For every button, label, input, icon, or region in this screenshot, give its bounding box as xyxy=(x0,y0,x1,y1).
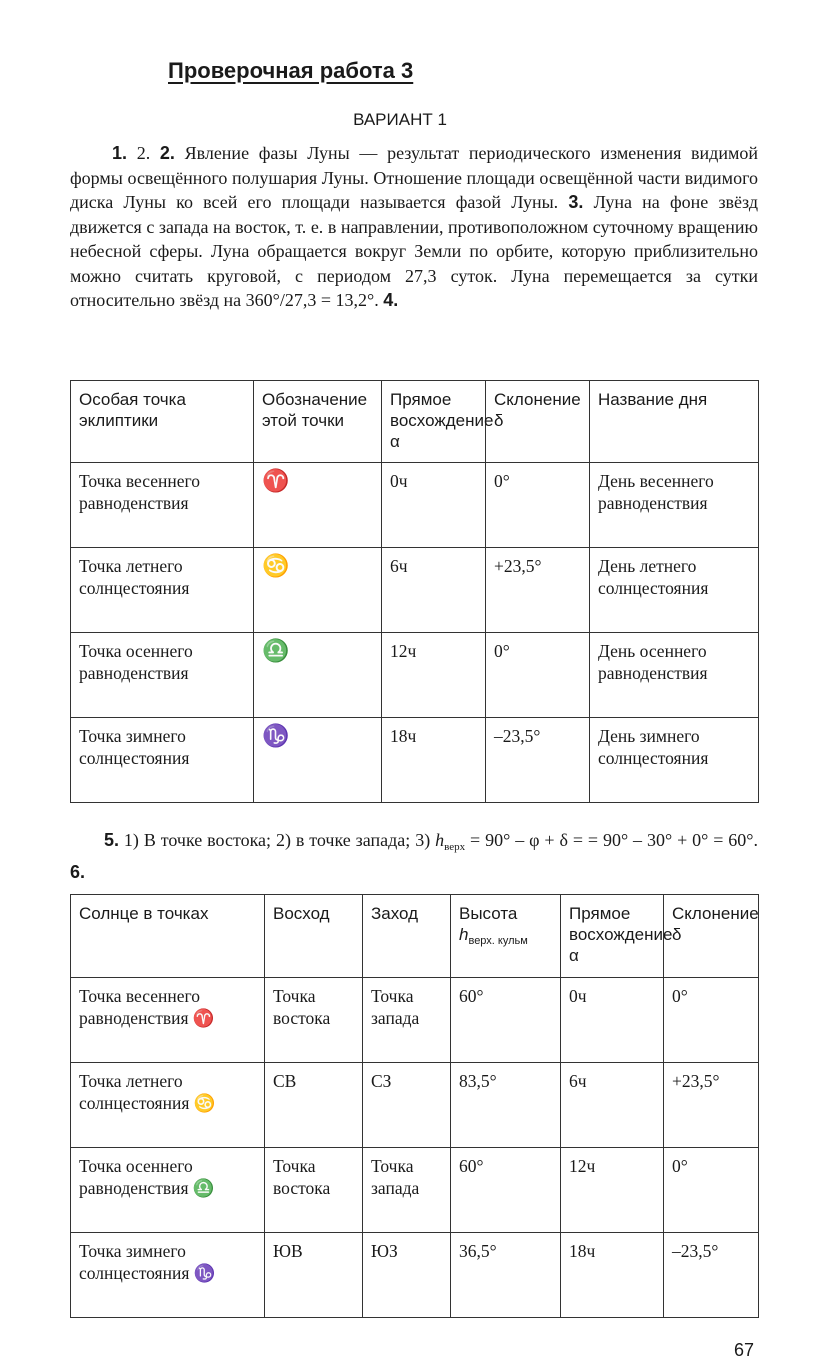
table-cell: 60° xyxy=(451,978,561,1063)
ecliptic-points-table xyxy=(70,380,759,803)
answer-text-5b: = 90° – φ + δ = = 90° – 30° + 0° = 60°. xyxy=(465,830,758,850)
column-header: Высота xyxy=(459,904,518,923)
column-header: Обозначение этой точки xyxy=(254,381,382,463)
table-cell: 0° xyxy=(486,463,590,548)
table-cell: Точка зимнего солнцестояния xyxy=(71,718,254,803)
table-cell: День осеннего равноденствия xyxy=(590,633,759,718)
table-cell: 60° xyxy=(451,1148,561,1233)
table-row xyxy=(71,633,759,718)
table-cell: 12ч xyxy=(561,1148,664,1233)
column-header: Склонение δ xyxy=(486,381,590,463)
answer-number-2: 2. xyxy=(159,143,175,163)
table-cell: Точка летнего солнцестояния ♋ xyxy=(71,1063,265,1148)
table-cell: 6ч xyxy=(382,548,486,633)
answers-5-6 xyxy=(70,828,758,884)
table-cell: 0ч xyxy=(561,978,664,1063)
table-cell: СЗ xyxy=(363,1063,451,1148)
table-cell: Точка весеннего равноденствия ♈ xyxy=(71,978,265,1063)
table-cell: +23,5° xyxy=(664,1063,759,1148)
aries-symbol: ♈ xyxy=(254,463,382,548)
column-header: Название дня xyxy=(590,381,759,463)
answer-number-3: 3. xyxy=(568,192,584,212)
table-cell: Точка востока xyxy=(265,1148,363,1233)
sun-positions-table xyxy=(70,894,759,1318)
answer-text-2: Явление фазы Луны — результат периодического изменения видимой формы освещённого полушария Луны. Отношение площади освещённой части видимого диска Луны ко всей его площади называется фазой Луны. xyxy=(70,143,759,212)
answer-text-3: Луна на фоне звёзд движется с запада на восток, т. е. в направлении, противоположном суточному вращению небесной сферы. Луна обращается вокруг Земли по орбите, которую приблизительно можно считать круговой, с периодом 27,3 суток. Луна перемещается за сутки относительно звёзд на 360°/27,3 = 13,2°. xyxy=(70,192,758,310)
capricorn-symbol: ♑ xyxy=(254,718,382,803)
table-cell: 6ч xyxy=(561,1063,664,1148)
table-cell: 0ч xyxy=(382,463,486,548)
variant-label: ВАРИАНТ 1 xyxy=(353,110,447,129)
table-cell: Точка запада xyxy=(363,1148,451,1233)
table-cell: Точка осеннего равноденствия ♎ xyxy=(71,1148,265,1233)
column-header: Солнце в точках xyxy=(71,895,265,978)
table-cell: СВ xyxy=(265,1063,363,1148)
column-header: Заход xyxy=(363,895,451,978)
table-row xyxy=(71,463,759,548)
table-row xyxy=(71,548,759,633)
table-cell: Точка востока xyxy=(265,978,363,1063)
column-header: Прямое восхождение α xyxy=(561,895,664,978)
height-subscript: верх. кульм xyxy=(468,935,528,947)
height-symbol: h xyxy=(459,925,469,944)
table-row xyxy=(71,1148,759,1233)
table-cell: 0° xyxy=(664,1148,759,1233)
height-symbol: h xyxy=(435,830,445,850)
answer-text-1: 2. xyxy=(127,143,160,163)
answer-number-6: 6. xyxy=(70,861,86,882)
column-header-height xyxy=(451,895,561,978)
table-cell: День летнего солнцестояния xyxy=(590,548,759,633)
table-cell: 18ч xyxy=(561,1233,664,1318)
table-cell: 36,5° xyxy=(451,1233,561,1318)
height-subscript: верх xyxy=(444,841,466,853)
table-cell: +23,5° xyxy=(486,548,590,633)
table-cell: 0° xyxy=(486,633,590,718)
answer-number-5: 5. xyxy=(104,830,120,850)
table-cell: –23,5° xyxy=(486,718,590,803)
column-header: Склонение δ xyxy=(664,895,759,978)
table-cell: Точка зимнего солнцестояния ♑ xyxy=(71,1233,265,1318)
table-row xyxy=(71,978,759,1063)
answer-number-1: 1. xyxy=(112,143,128,163)
cancer-symbol: ♋ xyxy=(254,548,382,633)
table-header-row xyxy=(71,381,759,463)
table-cell: –23,5° xyxy=(664,1233,759,1318)
table-row xyxy=(71,718,759,803)
table-cell: Точка запада xyxy=(363,978,451,1063)
column-header: Восход xyxy=(265,895,363,978)
column-header: Особая точка эклиптики xyxy=(71,381,254,463)
table-cell: 18ч xyxy=(382,718,486,803)
table-cell: ЮВ xyxy=(265,1233,363,1318)
table-cell: День зимнего солнцестояния xyxy=(590,718,759,803)
table-header-row xyxy=(71,895,759,978)
table-cell: 0° xyxy=(664,978,759,1063)
table-cell: Точка весеннего равноденствия xyxy=(71,463,254,548)
table-row xyxy=(71,1063,759,1148)
table-cell: Точка осеннего равноденствия xyxy=(71,633,254,718)
answers-1-4 xyxy=(70,141,758,313)
answer-number-4: 4. xyxy=(383,290,399,310)
column-header: Прямое восхождение α xyxy=(382,381,486,463)
libra-symbol: ♎ xyxy=(254,633,382,718)
answer-text-5a: 1) В точке востока; 2) в точке запада; 3) xyxy=(119,830,436,850)
table-row xyxy=(71,1233,759,1318)
table-cell: ЮЗ xyxy=(363,1233,451,1318)
table-cell: День весеннего равноденствия xyxy=(590,463,759,548)
page-number: 67 xyxy=(734,1340,755,1360)
variant-heading xyxy=(0,110,816,130)
table-cell: 83,5° xyxy=(451,1063,561,1148)
page-title: Проверочная работа 3 xyxy=(168,58,414,83)
table-cell: Точка летнего солнцестояния xyxy=(71,548,254,633)
table-cell: 12ч xyxy=(382,633,486,718)
